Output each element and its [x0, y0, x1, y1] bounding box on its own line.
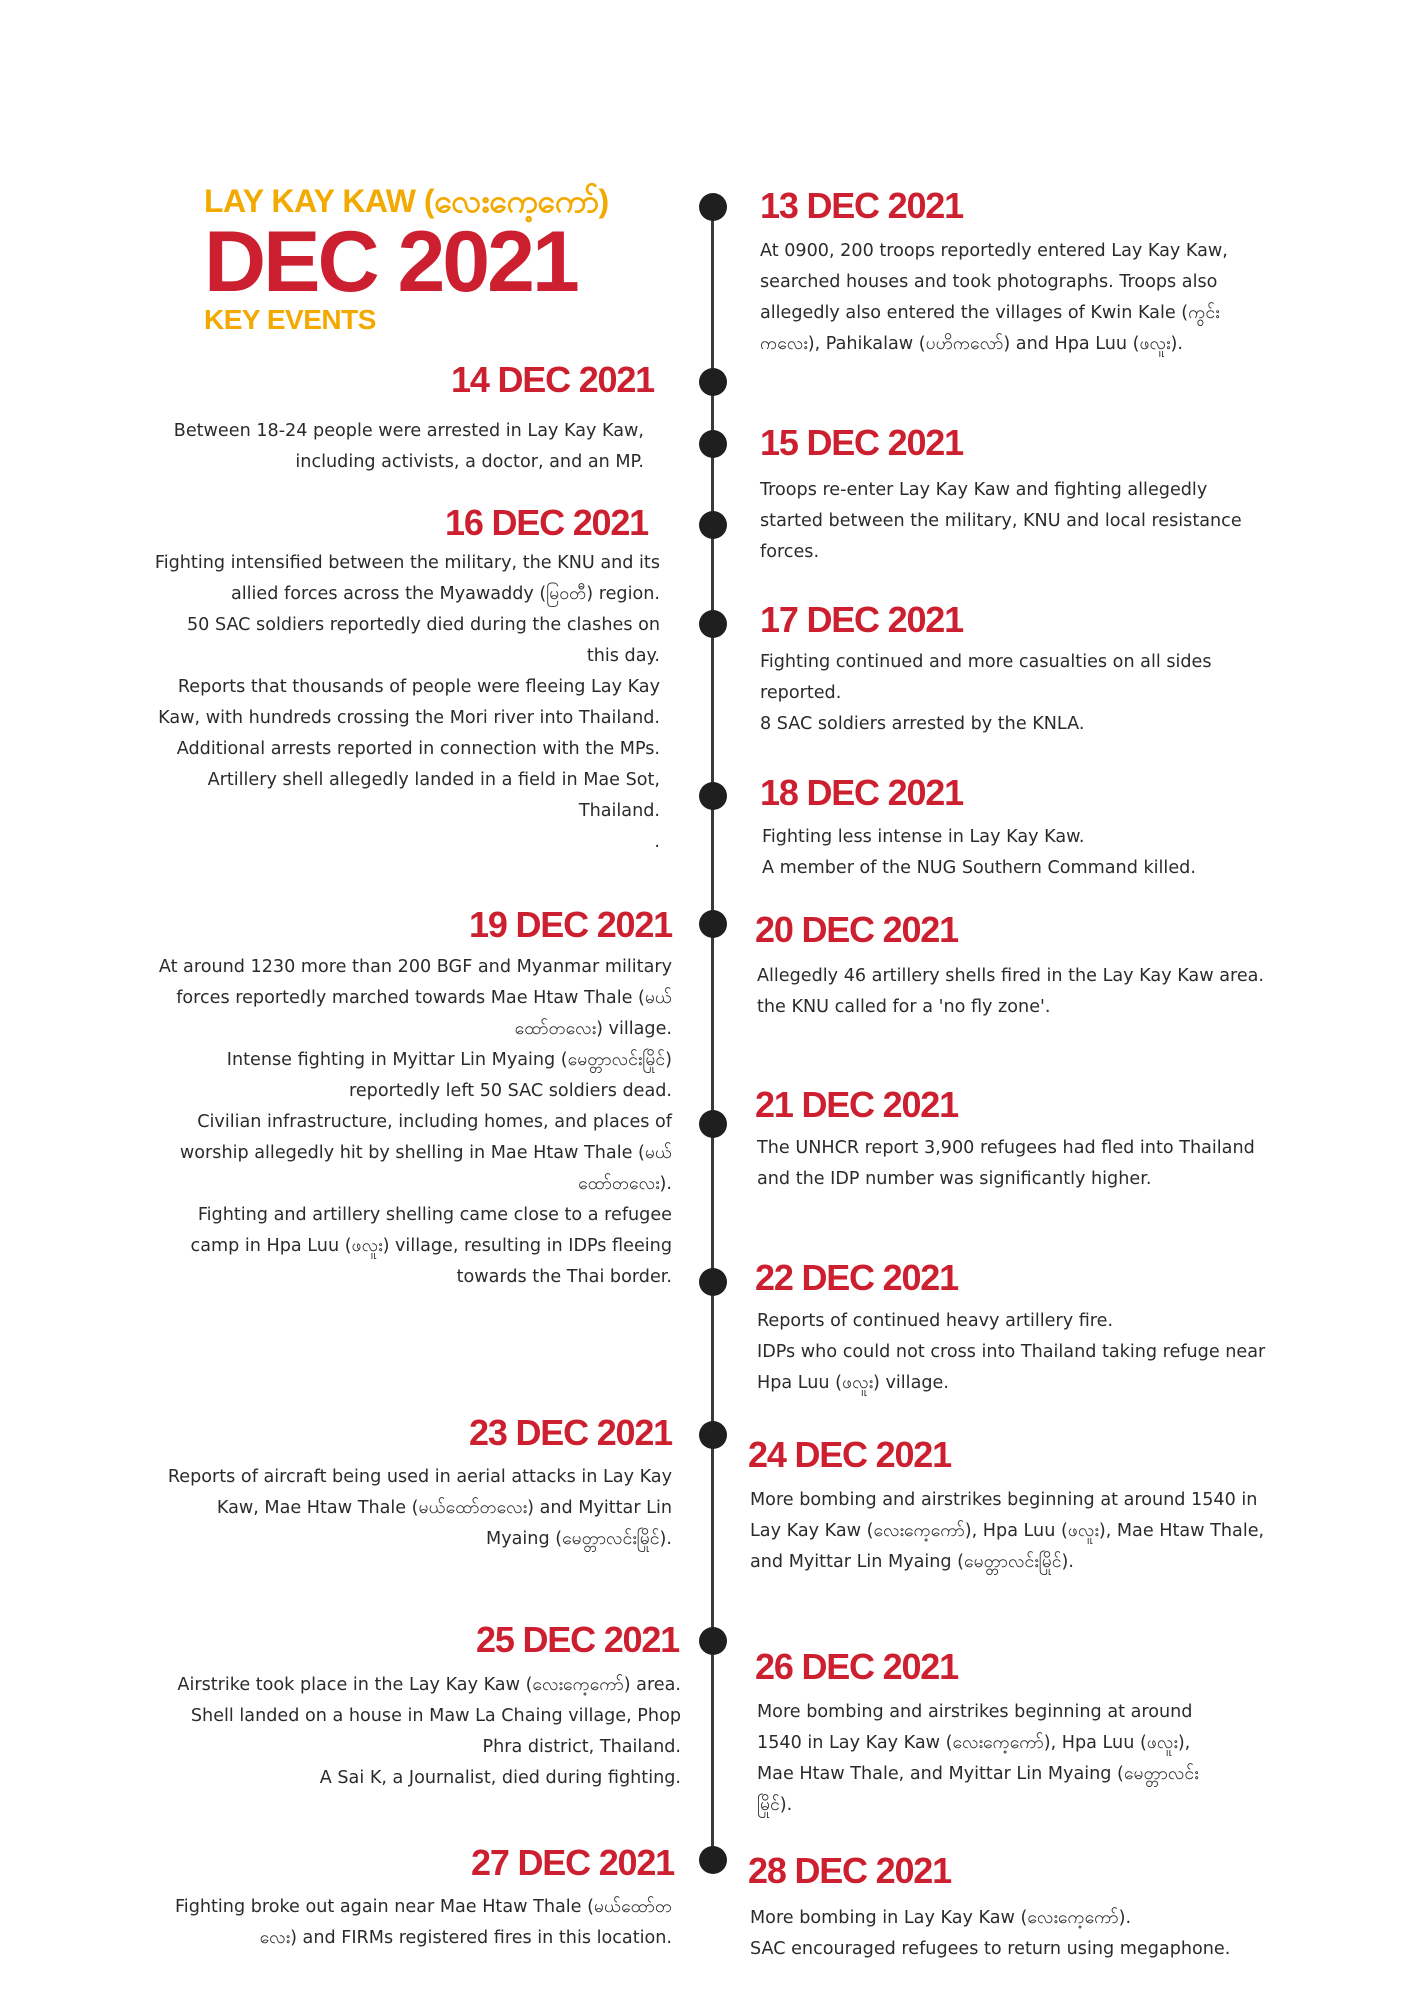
event-23-date: 23 DEC 2021: [469, 1412, 672, 1453]
event-26-date: 26 DEC 2021: [755, 1646, 958, 1687]
event-24-date: 24 DEC 2021: [748, 1434, 951, 1475]
event-21-date: 21 DEC 2021: [755, 1084, 958, 1125]
event-16-line: 50 SAC soldiers reportedly died during the clashes on this day.: [186, 615, 660, 666]
event-27-text: [152, 1892, 672, 1954]
event-14-line: Between 18-24 people were arrested in Lay Kay Kaw, including activists, a doctor, and an MP.: [173, 421, 644, 472]
event-18-text: [762, 822, 1262, 884]
timeline-dot-25: [699, 1627, 727, 1655]
event-19-text: [152, 952, 672, 1293]
event-28-date: 28 DEC 2021: [748, 1850, 951, 1891]
event-21-text: [757, 1133, 1267, 1195]
timeline-dot-15: [699, 430, 727, 458]
event-21-line: The UNHCR report 3,900 refugees had fled into Thailand and the IDP number was significantly higher.: [757, 1138, 1255, 1189]
header-location: LAY KAY KAW (လေးကေ့ကော်): [204, 183, 609, 219]
event-28-text: [750, 1903, 1270, 1965]
event-16-text: [150, 548, 660, 858]
event-24-text: [750, 1485, 1265, 1578]
header-subtitle: KEY EVENTS: [204, 304, 376, 335]
timeline-dot-17: [699, 610, 727, 638]
event-17-date: 17 DEC 2021: [760, 599, 963, 640]
event-13-date: 13 DEC 2021: [760, 185, 963, 226]
event-16-line: Fighting intensified between the military, the KNU and its allied forces across the Myawaddy (မြဝတီ) region.: [154, 553, 660, 604]
event-15-line: Troops re-enter Lay Kay Kaw and fighting allegedly started between the military, KNU and local resistance forces.: [760, 480, 1242, 562]
timeline-dot-21: [699, 1110, 727, 1138]
event-16-line: Reports that thousands of people were fleeing Lay Kay Kaw, with hundreds crossing the Mori river into Thailand.: [158, 677, 660, 728]
event-25-line: Airstrike took place in the Lay Kay Kaw (လေးကေ့ကော်) area.: [177, 1675, 681, 1695]
event-24-line: More bombing and airstrikes beginning at around 1540 in Lay Kay Kaw (လေးကေ့ကော်), Hpa Luu (ဖလူး), Mae Htaw Thale, and Myittar Lin Myaing (မေတ္တာလင်းမြိုင်).: [750, 1490, 1265, 1572]
event-16-line: Artillery shell allegedly landed in a field in Mae Sot, Thailand.: [207, 770, 660, 821]
event-28-line: More bombing in Lay Kay Kaw (လေးကေ့ကော်).: [750, 1908, 1132, 1928]
event-22-text: [757, 1306, 1277, 1399]
event-26-line: More bombing and airstrikes beginning at around 1540 in Lay Kay Kaw (လေးကေ့ကော်), Hpa Luu (ဖလူး), Mae Htaw Thale, and Myittar Lin Myaing (မေတ္တာလင်းမြိုင်).: [757, 1702, 1199, 1815]
event-17-line: Fighting continued and more casualties on all sides reported.: [760, 652, 1212, 703]
timeline-dot-22: [699, 1268, 727, 1296]
event-25-text: [171, 1670, 681, 1794]
event-15-text: [760, 475, 1260, 568]
event-22-line: IDPs who could not cross into Thailand taking refuge near Hpa Luu (ဖလူး) village.: [757, 1342, 1266, 1393]
event-20-text: [757, 961, 1267, 1023]
header-month: DEC 2021: [204, 214, 577, 310]
event-13-text: [760, 236, 1260, 360]
timeline-dot-19: [699, 910, 727, 938]
event-27-line: Fighting broke out again near Mae Htaw Thale (မယ်ထော်တလေး) and FIRMs registered fires in this location.: [174, 1897, 672, 1948]
event-13-line: At 0900, 200 troops reportedly entered Lay Kay Kaw, searched houses and took photographs. Troops also allegedly also entered the villages of Kwin Kale (ကွင်းကလေး), Pahikalaw (ပဟိကလော်) and Hpa Luu (ဖလူး).: [760, 241, 1228, 354]
event-20-date: 20 DEC 2021: [755, 909, 958, 950]
event-19-line: Fighting and artillery shelling came close to a refugee camp in Hpa Luu (ဖလူး) village, resulting in IDPs fleeing towards the Thai border.: [190, 1205, 672, 1287]
event-22-line: Reports of continued heavy artillery fire.: [757, 1311, 1114, 1331]
event-15-date: 15 DEC 2021: [760, 422, 963, 463]
event-25-line: Shell landed on a house in Maw La Chaing village, Phop Phra district, Thailand.: [190, 1706, 681, 1757]
event-18-date: 18 DEC 2021: [760, 772, 963, 813]
header: [204, 181, 609, 337]
event-18-line: A member of the NUG Southern Command killed.: [762, 858, 1196, 878]
event-16-line: .: [654, 832, 660, 852]
event-22-date: 22 DEC 2021: [755, 1257, 958, 1298]
event-16-line: Additional arrests reported in connection with the MPs.: [176, 739, 660, 759]
event-20-line: the KNU called for a 'no fly zone'.: [757, 997, 1051, 1017]
timeline-dot-23: [699, 1421, 727, 1449]
event-26-text: [757, 1697, 1217, 1821]
timeline-dot-18: [699, 782, 727, 810]
event-17-text: [760, 647, 1260, 740]
timeline-dot-13: [699, 193, 727, 221]
timeline-dot-27: [699, 1846, 727, 1874]
event-19-line: Intense fighting in Myittar Lin Myaing (မေတ္တာလင်းမြိုင်) reportedly left 50 SAC soldiers dead.: [226, 1050, 672, 1101]
event-28-line: SAC encouraged refugees to return using megaphone.: [750, 1939, 1231, 1959]
event-23-text: [152, 1462, 672, 1555]
event-25-date: 25 DEC 2021: [476, 1619, 679, 1660]
event-18-line: Fighting less intense in Lay Kay Kaw.: [762, 827, 1085, 847]
event-19-line: Civilian infrastructure, including homes, and places of worship allegedly hit by shelling in Mae Htaw Thale (မယ်ထော်တလေး).: [179, 1112, 672, 1194]
event-17-line: 8 SAC soldiers arrested by the KNLA.: [760, 714, 1085, 734]
event-27-date: 27 DEC 2021: [471, 1842, 674, 1883]
event-14-date: 14 DEC 2021: [451, 359, 654, 400]
event-19-line: At around 1230 more than 200 BGF and Myanmar military forces reportedly marched towards Mae Htaw Thale (မယ်ထော်တလေး) village.: [158, 957, 672, 1039]
event-23-line: Reports of aircraft being used in aerial attacks in Lay Kay Kaw, Mae Htaw Thale (မယ်ထော်တလေး) and Myittar Lin Myaing (မေတ္တာလင်းမြိုင်).: [167, 1467, 672, 1549]
event-25-line: A Sai K, a Journalist, died during fighting.: [319, 1768, 681, 1788]
event-20-line: Allegedly 46 artillery shells fired in the Lay Kay Kaw area.: [757, 966, 1265, 986]
event-14-text: [144, 416, 644, 478]
event-16-date: 16 DEC 2021: [445, 502, 648, 543]
timeline-dot-14: [699, 368, 727, 396]
timeline-dot-16: [699, 511, 727, 539]
event-19-date: 19 DEC 2021: [469, 904, 672, 945]
